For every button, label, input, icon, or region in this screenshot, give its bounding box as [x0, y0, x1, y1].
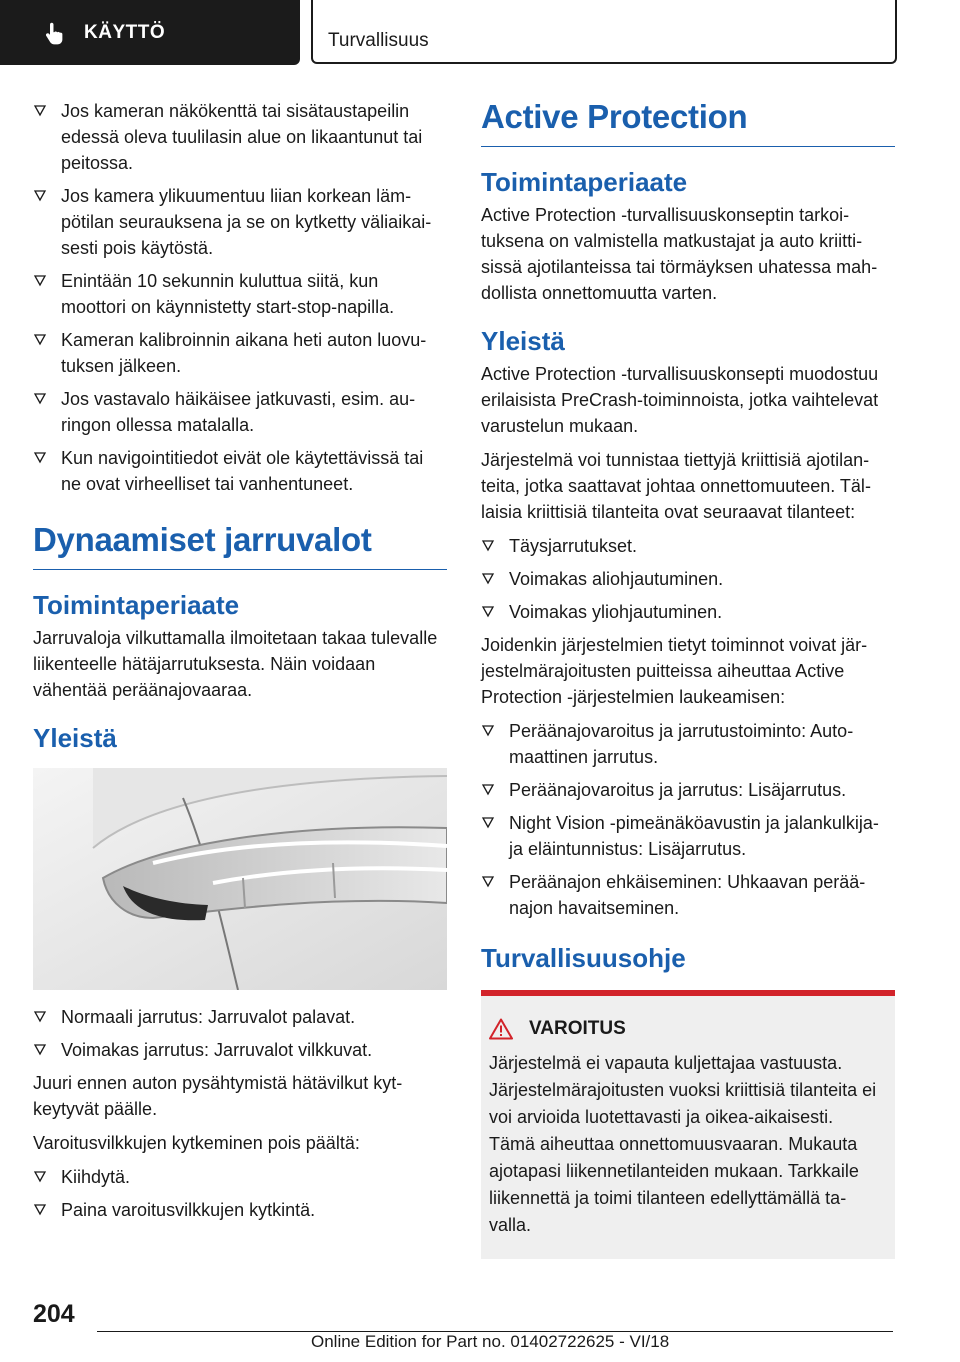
list-item: Voimakas yliohjautuminen. — [481, 599, 895, 625]
heading-general: Yleistä — [481, 326, 565, 356]
critical-situations-text: Järjestelmä voi tunnistaa tiettyjä kriittisiä ajotilanteita, jotka saattavat johtaa onnettomuuteen. Tällaisia kriittisiä tilanteita ovat seuraavat tilanteet: — [481, 450, 871, 522]
bullet-triangle-icon — [481, 723, 495, 737]
bullet-triangle-icon — [33, 1009, 47, 1023]
brake-light-illustration — [33, 768, 447, 990]
bullet-triangle-icon — [33, 103, 47, 117]
list-item: Voimakas jarrutus: Jarruvalot vilkkuvat. — [33, 1037, 447, 1063]
heading-general: Yleistä — [33, 723, 117, 753]
edition-footer: Online Edition for Part no. 01402722625 - VI/18 — [311, 1332, 670, 1351]
bullet-triangle-icon — [33, 391, 47, 405]
list-item: Normaali jarrutus: Jarruvalot palavat. — [33, 1004, 447, 1030]
heading-safety: Turvallisuusohje — [481, 943, 686, 973]
right-column — [481, 98, 895, 1259]
warning-box — [481, 990, 895, 1259]
principle-text: Jarruvaloja vilkuttamalla ilmoitetaan takaa tulevalle liikenteelle hätäjarrutuksesta. Näin voidaan vähentää peräänajovaaraa. — [33, 628, 438, 700]
bullet-triangle-icon — [481, 538, 495, 552]
hazard-off-text: Varoitusvilkkujen kytkeminen pois päältä: — [33, 1133, 360, 1153]
principle-text: Active Protection -turvallisuuskonseptin tarkoituksena on valmistella matkustajat ja auto kriittisissä ajotilanteissa tai törmäyksen uhatessa mahdollista onnettomuutta varten. — [481, 205, 878, 303]
list-item: Kun navigointitiedot eivät ole käytettävissä tai ne ovat virheelliset tai vanhentuneet. — [33, 445, 447, 497]
warning-triangle-icon — [489, 1018, 513, 1040]
heading-principle: Toimintaperiaate — [481, 167, 688, 197]
bullet-triangle-icon — [33, 1042, 47, 1056]
brake-modes-list — [33, 1004, 447, 1063]
functions-list — [481, 718, 895, 921]
bullet-triangle-icon — [481, 815, 495, 829]
heading-principle: Toimintaperiaate — [33, 590, 240, 620]
list-item: Kameran kalibroinnin aikana heti auton luovutuksen jälkeen. — [33, 327, 447, 379]
bullet-triangle-icon — [33, 273, 47, 287]
list-item: Kiihdytä. — [33, 1164, 447, 1190]
list-item: Täysjarrutukset. — [481, 533, 895, 559]
bullet-triangle-icon — [33, 1169, 47, 1183]
left-column — [33, 98, 447, 1230]
camera-limits-list — [33, 98, 447, 497]
bullet-triangle-icon — [33, 188, 47, 202]
chapter-title: KÄYTTÖ — [84, 21, 166, 43]
list-item: Jos kamera ylikuumentuu liian korkean lämpötilan seurauksena ja se on kytketty väliaikaisesti pois käytöstä. — [33, 183, 447, 261]
heading-dynamic-brake-lights: Dynaamiset jarruvalot — [33, 521, 447, 570]
stop-text: Juuri ennen auton pysähtymistä hätävilkut kytkeytyvät päälle. — [33, 1073, 403, 1119]
bullet-triangle-icon — [481, 571, 495, 585]
hazard-off-list — [33, 1164, 447, 1223]
list-item: Voimakas aliohjautuminen. — [481, 566, 895, 592]
general-text: Active Protection -turvallisuuskonsepti muodostuu erilaisista PreCrash-toiminnoista, jotka vaihtelevat varustelun mukaan. — [481, 364, 879, 436]
warning-title: VAROITUS — [529, 1018, 626, 1039]
list-item: Peräänajovaroitus ja jarrutus: Lisäjarrutus. — [481, 777, 895, 803]
bullet-triangle-icon — [33, 1202, 47, 1216]
bullet-triangle-icon — [33, 332, 47, 346]
heading-active-protection: Active Protection — [481, 98, 895, 147]
list-item: Jos kameran näkökenttä tai sisätaustapeilin edessä oleva tuulilasin alue on likaantunut tai peitossa. — [33, 98, 447, 176]
list-item: Night Vision -pimeänäköavustin ja jalankulkija- ja eläintunnistus: Lisäjarrutus. — [481, 810, 895, 862]
bullet-triangle-icon — [33, 450, 47, 464]
hand-pointer-icon — [42, 20, 68, 46]
list-item: Paina varoitusvilkkujen kytkintä. — [33, 1197, 447, 1223]
list-item: Enintään 10 sekunnin kuluttua siitä, kun moottori on käynnistetty start-stop-napilla. — [33, 268, 447, 320]
situations-list — [481, 533, 895, 625]
bullet-triangle-icon — [481, 782, 495, 796]
page-number: 204 — [33, 1300, 75, 1328]
bullet-triangle-icon — [481, 874, 495, 888]
section-title: Turvallisuus — [328, 30, 429, 51]
list-item: Peräänajon ehkäiseminen: Uhkaavan peräänajon havaitseminen. — [481, 869, 895, 921]
list-item: Jos vastavalo häikäisee jatkuvasti, esim. auringon ollessa matalalla. — [33, 386, 447, 438]
section-tab — [311, 0, 897, 64]
bullet-triangle-icon — [481, 604, 495, 618]
system-limits-text: Joidenkin järjestelmien tietyt toiminnot voivat järjestelmärajoitusten puitteissa aiheuttaa Active Protection -järjestelmien laukeamisen: — [481, 635, 868, 707]
warning-text: Järjestelmä ei vapauta kuljettajaa vastuusta. Järjestelmärajoitusten vuoksi kriittisiä tilanteita ei voi arvioida luotettavasti ja oikea-aikaisesti. Tämä aiheuttaa onnettomuusvaaran. Mukauta ajotapasi liikennetilanteiden mukaan. Tarkkaile liikennettä ja toimi tilanteen edellyttämällä tavalla. — [489, 1053, 877, 1235]
chapter-tab — [0, 0, 300, 65]
list-item: Peräänajovaroitus ja jarrutustoiminto: Automaattinen jarrutus. — [481, 718, 895, 770]
